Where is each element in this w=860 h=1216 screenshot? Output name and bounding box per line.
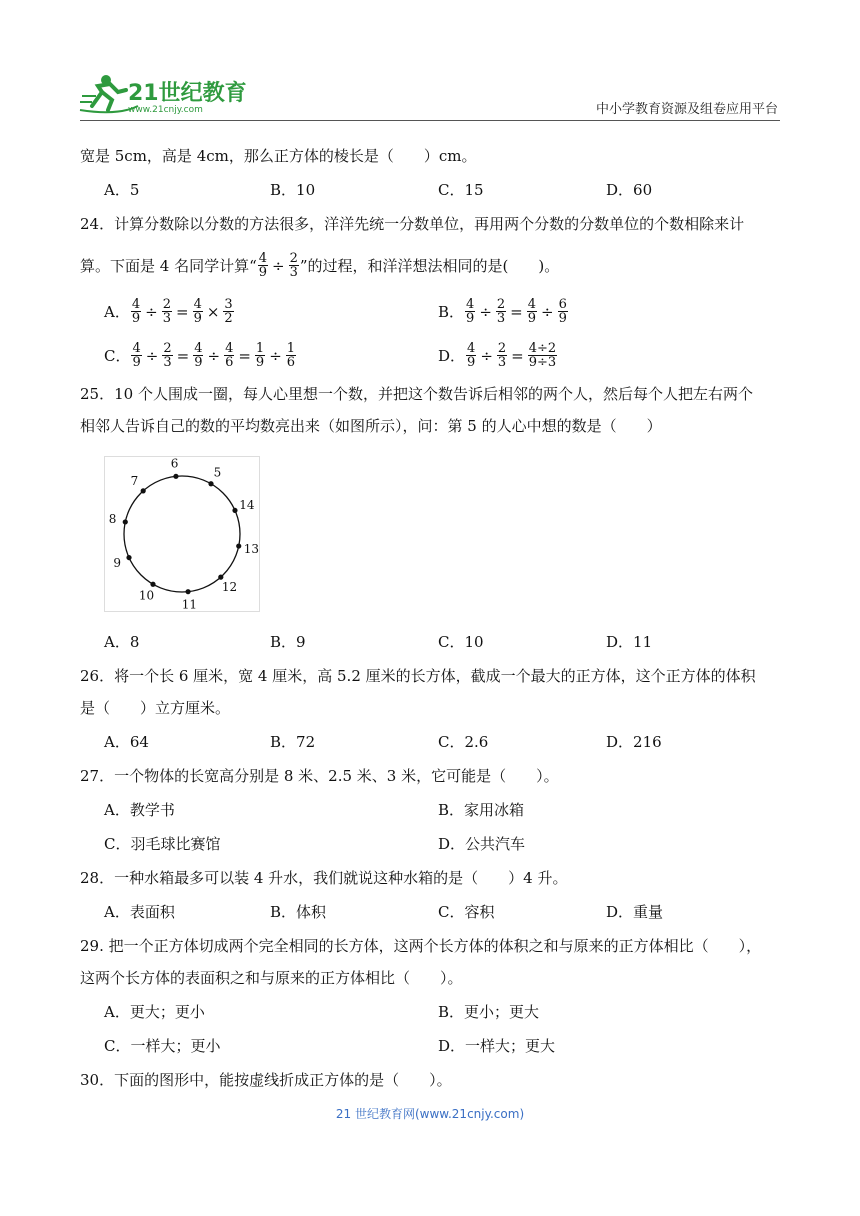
circle-dot-11 bbox=[185, 589, 190, 594]
q28-option-b[interactable]: B．体积 bbox=[270, 903, 327, 921]
circle-label-5: 5 bbox=[213, 465, 222, 480]
q27-line1: 27．一个物体的长宽高分别是 8 米、2.5 米、3 米，它可能是（ ）。 bbox=[80, 767, 559, 785]
q27-option-b[interactable]: B．家用冰箱 bbox=[438, 801, 525, 819]
circle-dot-9 bbox=[126, 555, 131, 560]
q29-option-b[interactable]: B．更小；更大 bbox=[438, 1003, 540, 1021]
q26-option-d[interactable]: D．216 bbox=[606, 733, 662, 751]
q24-line1: 24．计算分数除以分数的方法很多，洋洋先统一分数单位，再用两个分数的分数单位的个数相除来计 bbox=[80, 215, 745, 233]
q27-option-c[interactable]: C．羽毛球比赛馆 bbox=[104, 835, 221, 853]
q26-option-a[interactable]: A．64 bbox=[104, 733, 149, 751]
q23-option-c[interactable]: C．15 bbox=[438, 181, 484, 199]
q25-option-d[interactable]: D．11 bbox=[606, 633, 653, 651]
q25-line1: 25．10 个人围成一圈，每人心里想一个数，并把这个数告诉后相邻的两个人，然后每个人把左右两个 bbox=[80, 385, 753, 403]
circle-dot-8 bbox=[123, 519, 128, 524]
q23-option-b[interactable]: B．10 bbox=[270, 181, 316, 199]
circle-label-8: 8 bbox=[108, 512, 117, 527]
circle-figure bbox=[104, 456, 260, 612]
q25-option-b[interactable]: B．9 bbox=[270, 633, 306, 651]
page-footer: 21 世纪教育网(www.21cnjy.com) bbox=[335, 1107, 525, 1121]
q23-option-a[interactable]: A．5 bbox=[104, 181, 140, 199]
q25-line2: 相邻人告诉自己的数的平均数亮出来（如图所示），问：第 5 的人心中想的数是（ ） bbox=[80, 417, 662, 435]
q26-line1: 26．将一个长 6 厘米，宽 4 厘米，高 5.2 厘米的长方体，截成一个最大的正方体，这个正方体的体积 bbox=[80, 667, 756, 685]
q24-line2-before: 算。下面是 4 名同学计算“ bbox=[80, 256, 257, 275]
header-divider bbox=[80, 120, 780, 121]
circle-label-12: 12 bbox=[221, 579, 238, 594]
q26-line2: 是（ ）立方厘米。 bbox=[80, 699, 231, 717]
circle-dot-5 bbox=[208, 481, 213, 486]
q24-line2-after: ”的过程，和洋洋想法相同的是( )。 bbox=[299, 256, 560, 275]
q28-option-c[interactable]: C．容积 bbox=[438, 903, 495, 921]
q24-line2 bbox=[80, 252, 559, 279]
circle-label-9: 9 bbox=[113, 555, 121, 570]
circle-dot-6 bbox=[173, 474, 178, 479]
circle-label-10: 10 bbox=[138, 588, 155, 603]
q30-line1: 30．下面的图形中，能按虚线折成正方体的是（ ）。 bbox=[80, 1071, 452, 1089]
q28-line1: 28．一种水箱最多可以装 4 升水，我们就说这种水箱的是（ ）4 升。 bbox=[80, 869, 568, 887]
q29-option-d[interactable]: D．一样大；更大 bbox=[438, 1037, 556, 1055]
circle-dot-7 bbox=[141, 488, 146, 493]
q28-option-d[interactable]: D．重量 bbox=[606, 903, 664, 921]
circle-label-6: 6 bbox=[170, 456, 179, 471]
circle-dot-13 bbox=[236, 543, 241, 548]
q24-option-c[interactable]: C． $\frac{4}{9}$ ÷ $\frac{2}{3}$ = $\frac{4}{9}$ ÷ $\frac{4}{6}$ = $\frac{1}{9}$ ÷ $\frac{1}{6}$ bbox=[104, 341, 296, 370]
runner-logo-icon bbox=[78, 66, 248, 116]
circle-label-7: 7 bbox=[130, 474, 139, 489]
q27-option-d[interactable]: D．公共汽车 bbox=[438, 835, 526, 853]
circle-dot-10 bbox=[150, 582, 155, 587]
circle-label-11: 11 bbox=[181, 597, 198, 612]
svg-text:21世纪教育: 21世纪教育 bbox=[128, 81, 247, 106]
q24-expression: $\frac{4}{9}$ ÷ $\frac{2}{3}$ bbox=[258, 251, 298, 280]
q29-option-a[interactable]: A．更大；更小 bbox=[104, 1003, 205, 1021]
q29-option-c[interactable]: C．一样大；更小 bbox=[104, 1037, 221, 1055]
q29-line2: 这两个长方体的表面积之和与原来的正方体相比（ ）。 bbox=[80, 969, 463, 987]
q24-option-d[interactable]: D． $\frac{4}{9}$ ÷ $\frac{2}{3}$ = $\frac{4\div 2}{9\div 3}$ bbox=[438, 341, 557, 370]
circle-outline bbox=[124, 476, 240, 592]
site-logo bbox=[78, 66, 248, 116]
circle-dot-14 bbox=[232, 508, 237, 513]
q26-option-c[interactable]: C．2.6 bbox=[438, 733, 489, 751]
q26-option-b[interactable]: B．72 bbox=[270, 733, 316, 751]
q25-option-a[interactable]: A．8 bbox=[104, 633, 140, 651]
platform-name: 中小学教育资源及组卷应用平台 bbox=[595, 102, 778, 117]
q23-text: 宽是 5cm，高是 4cm，那么正方体的棱长是（ ）cm。 bbox=[80, 147, 477, 165]
q25-option-c[interactable]: C．10 bbox=[438, 633, 484, 651]
q24-option-a[interactable]: A． $\frac{4}{9}$ ÷ $\frac{2}{3}$ = $\frac{4}{9}$ × $\frac{3}{2}$ bbox=[104, 297, 233, 326]
svg-text:www.21cnjy.com: www.21cnjy.com bbox=[128, 105, 203, 115]
q24-option-b[interactable]: B． $\frac{4}{9}$ ÷ $\frac{2}{3}$ = $\frac{4}{9}$ ÷ $\frac{6}{9}$ bbox=[438, 297, 567, 326]
q28-option-a[interactable]: A．表面积 bbox=[104, 903, 175, 921]
q29-line1: 29. 把一个正方体切成两个完全相同的长方体，这两个长方体的体积之和与原来的正方体相比（ ）， bbox=[80, 937, 762, 955]
circle-label-13: 13 bbox=[243, 541, 260, 556]
q27-option-a[interactable]: A．教学书 bbox=[104, 801, 175, 819]
q23-option-d[interactable]: D．60 bbox=[606, 181, 653, 199]
circle-label-14: 14 bbox=[239, 498, 255, 513]
